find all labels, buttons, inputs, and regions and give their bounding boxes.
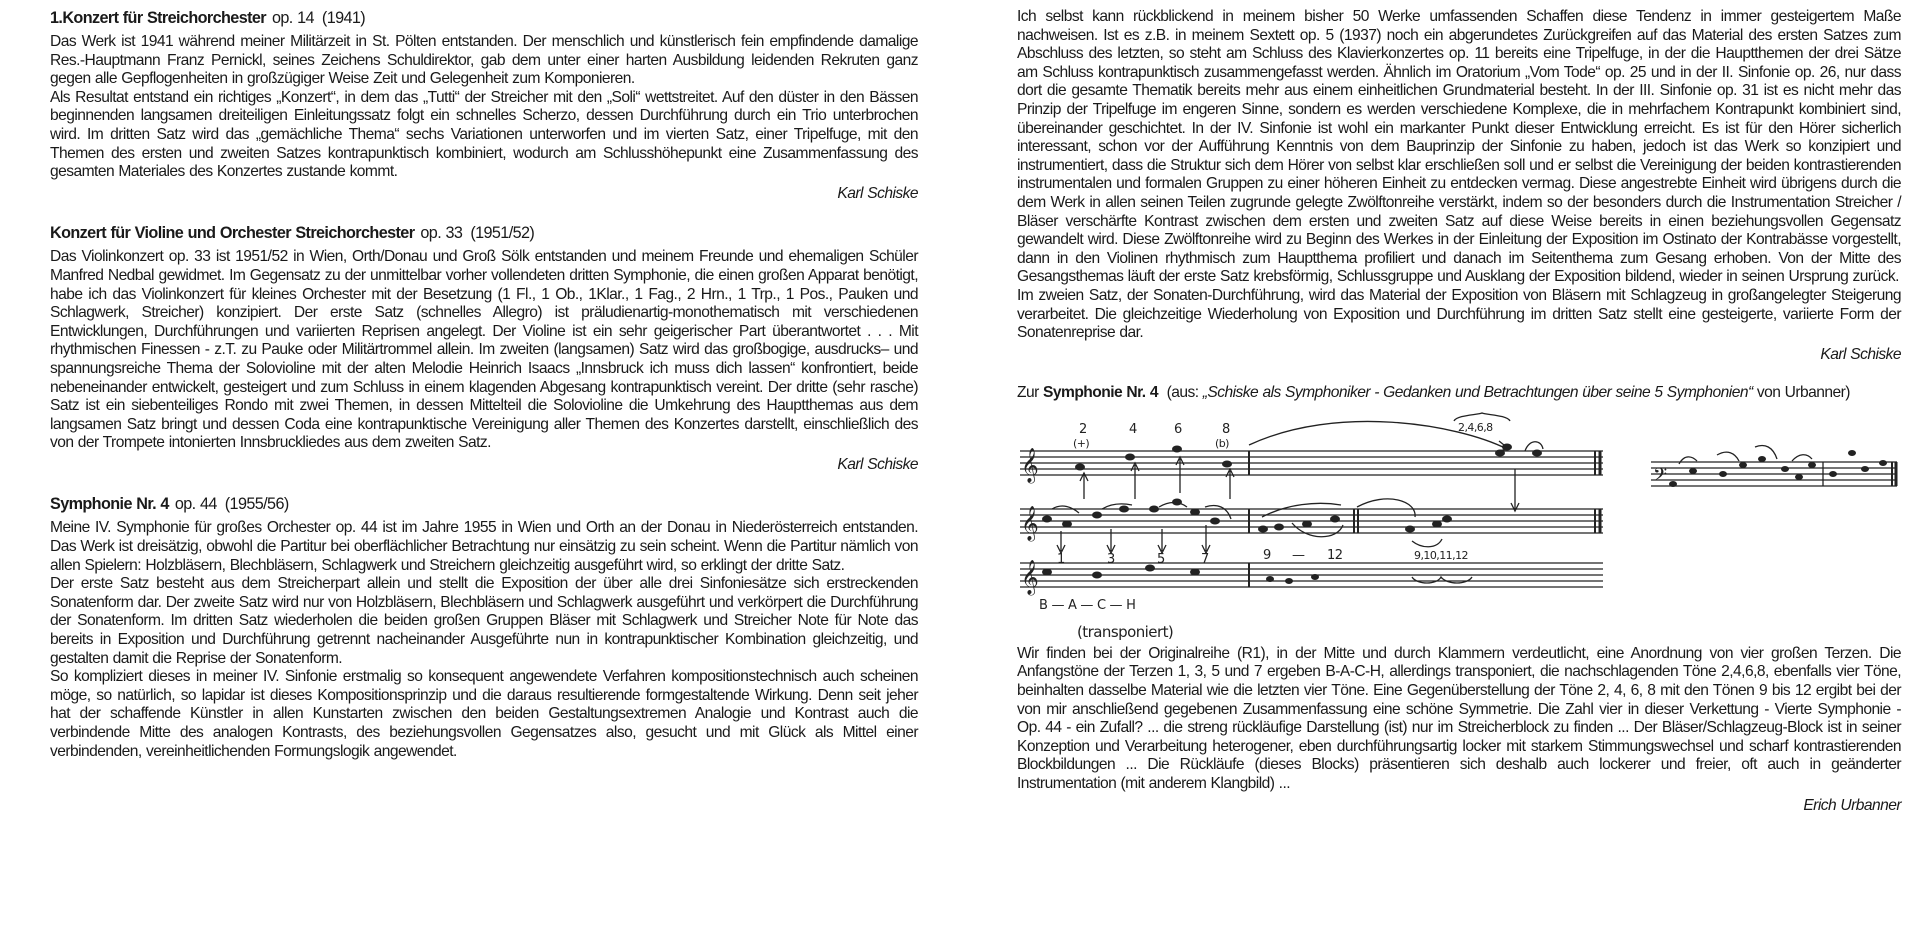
svg-text:4: 4	[1129, 421, 1137, 437]
intro-prefix: Zur	[1017, 384, 1039, 402]
analysis-intro	[1017, 384, 1901, 403]
paragraph: Als Resultat entstand ein richtiges „Konzert“, in dem das „Tutti“ der Streicher mit den „Soli“ wettstreitet. Auf den düster in den Bässen beginnenden langsamen dreiteiligen Einleitungssatz folgt ein schnelles Scherzo, dessen Durchführung durch ein Trio unterbrochen wird. Im dritten Satz wird das „gemächliche Thema“ sechs Variationen unterworfen und im vierten Satz, einer Tripelfuge, mit den Themen des ersten und zweiten Satzes kontrapunktisch kombiniert, wodurch am Schlusshöhepunkt eine Zusammenfassung des gesamten Materiales des Konzertes zustande kommt.	[50, 88, 918, 181]
intro-source-title: „Schiske als Symphoniker - Gedanken und Betrachtungen über seine 5 Symphonien“	[1202, 384, 1753, 402]
heading-opus: op. 33	[420, 224, 463, 243]
svg-text:2,4,6,8: 2,4,6,8	[1458, 420, 1493, 434]
signature: Karl Schiske	[837, 455, 918, 473]
section-heading	[50, 494, 918, 514]
signature: Erich Urbanner	[1803, 796, 1901, 814]
heading-opus: op. 14	[272, 9, 314, 27]
heading-year: (1941)	[321, 9, 366, 27]
paragraph: Der erste Satz besteht aus dem Streicherpart allein und stellt die Exposition der über alle drei Sinfoniesätze sich erstreckenden Sonatenform dar. Der zweite Satz wird nur von Holzbläsern, Blechbläsern und Schlagwerk ausgeführt und verkörpert die Durchführung der Sonatenform. Im dritten Satz wiederholen die beiden großen Gruppen Bläser mit Schlagwerk und Streicher Note für Note das bereits in Exposition und Durchführung getrennt nacheinander Ausgeführte nun in kontrapunktischer Kombination gleichzeitig, und gestalten damit die Reprise der Sonatenform.	[50, 575, 918, 667]
heading-year: (1951/52)	[470, 224, 535, 243]
spacer	[50, 474, 918, 494]
svg-text:9: 9	[1263, 547, 1271, 563]
section-violinkonzert	[50, 223, 918, 474]
heading-opus: op. 44	[174, 495, 217, 514]
section-analysis	[1017, 384, 1901, 815]
section-continuation	[1017, 8, 1901, 364]
treble-clef-icon: 𝄞	[1021, 559, 1039, 595]
svg-text:6: 6	[1174, 421, 1182, 437]
heading-year: (1955/56)	[224, 495, 289, 514]
paragraph: Im zweien Satz, der Sonaten-Durchführung, wird das Material der Exposition von Bläsern mit Schlagzeug in großangelegter Steigerung verarbeitet. Die gleichzeitige Wiederholung von Exposition und Durchführung im dritten Satz stellt eine gesteigerte, variierte Form der Sonatenreprise dar.	[1017, 286, 1901, 342]
svg-text:12: 12	[1327, 547, 1343, 563]
paragraph: So kompliziert dieses in meiner IV. Sinfonie erstmalig so konsequent angewendete Verfahren kompositionstechnisch auch scheinen möge, so natürlich, so lapidar ist dieses Kompositionsprinzip und die daraus resultierende formgestaltende Wirkung. Denn seit jeher hat der schaffende Künstler in allen Kunstarten zwischen den beiden Gestaltungsextremen Analogie und Kontrast auch die verbindende Mitte des analogen Kontrasts, des beziehungsvollen Gegensatzes also, gesucht und mit Glück als Mittel einer verbindenden, vereinheitlichenden Formungslogik angewendet.	[50, 668, 918, 760]
section-heading	[50, 8, 918, 28]
treble-clef-icon: 𝄞	[1021, 447, 1039, 483]
staff-right	[1651, 445, 1897, 486]
heading-title: Konzert für Violine und Orchester Streichorchester	[50, 224, 415, 243]
svg-text:—: —	[1292, 547, 1305, 563]
svg-text:8: 8	[1222, 421, 1230, 437]
svg-text:(transponiert): (transponiert)	[1077, 622, 1174, 641]
svg-text:(b): (b)	[1215, 436, 1229, 450]
paragraph: Ich selbst kann rückblickend in meinem bisher 50 Werke umfassenden Schaffen diese Tendenz in immer gesteigertem Maße nachweisen. Ist es z.B. in meinem Sextett op. 5 (1937) noch ein abgerundetes Zurückgreifen auf das Material des ersten Satzes zum Abschluss des letzten, so steht am Schluss des Klavierkonzertes op. 11 bereits eine Tripelfuge, in der die Hauptthemen der drei Sätze am Schluss kontrapunktisch zusammengefasst werden. Ähnlich im Oratorium „Vom Tode“ op. 25 und in der II. Sinfonie op. 26, nur dass dort die gesamte Thematik bereits mehr aus einem einheitlichen Grundmaterial besteht. In der III. Sinfonie op. 31 ist es nicht mehr das Prinzip der Tripelfuge im engeren Sinne, sondern es werden verschiedene Komplexe, die in mehrfachem Kontrapunkt kombiniert sind, übereinander geschichtet. In der IV. Sinfonie ist wohl ein markanter Punkt dieser Entwicklung erreicht. Es ist für den Hörer sicherlich interessant, schon vor der Aufführung Kenntnis von dem Bauprinzip der Sinfonie zu haben, jedoch ist das Werk so konzipiert und instrumentiert, dass die Struktur sich dem Hörer von selbst klar erschließen soll und er selbst die Vereinigung der beiden kontrastierenden instrumentalen und formalen Gruppen zu einer höheren Einheit zu entdecken vermag. Diese angestrebte Einheit wird übrigens durch die dem Werk in allen seinen Teilen zugrunde gelegte Zwölftonreihe verstärkt, indem so der besonders durch die Instrumentation Streicher / Bläser verschärfte Kontrast zwischen dem ersten und zweiten Satz auf diese Weise bereits in einen beziehungsvollen Gegensatz gewandelt wird. Diese Zwölftonreihe wird zu Beginn des Werkes in der Einleitung der Exposition im Ostinato der Kontrabässe vorgestellt, dann in den Violinen rhythmisch zum Hauptthema profiliert und danach im Seitenthema zum Gesang erhoben. Von der Mitte des Gesangsthemas läuft der erste Satz krebsförmig, Schlussgruppe und Ausklang der Exposition bildend, wieder in seinen Ursprung zurück.	[1017, 8, 1901, 286]
svg-text:9,10,11,12: 9,10,11,12	[1414, 548, 1468, 562]
paragraph: Wir finden bei der Originalreihe (R1), in der Mitte und durch Klammern verdeutlicht, eine Anordnung von vier großen Terzen. Die Anfangstöne der Terzen 1, 3, 5 und 7 ergeben B-A-C-H, allerdings transponiert, die nachschlagenden Töne 2,4,6,8, ebenfalls vier Töne, beinhalten dasselbe Material wie die letzten vier Töne. Eine Gegenüberstellung der Töne 2, 4, 6, 8 mit den Tönen 9 bis 12 ergibt bei der von mir anschließend gegebenen Zusammenfassung eine schöne Symmetrie. Die Zahl vier in dieser Verkettung - Vierte Symphonie - Op. 44 - ein Zufall? ... die streng rückläufige Darstellung (ist) nur im Streicherblock zu finden ... Der Bläser/Schlagzeug-Block ist in seiner Konzeption und Verarbeitung heterogener, eben durchführungsartig locker mit starkem Stimmungswechsel und scharf kontrastierenden Blockbildungen ... Die Rückläufe (dieses Blocks) präsentieren sich deshalb auch lockerer und freier, oft auch in geänderter Instrumentation (mit anderem Klangbild) ...	[1017, 644, 1901, 793]
heading-title: Symphonie Nr. 4	[50, 495, 169, 514]
svg-text:B — A — C — H: B — A — C — H	[1039, 597, 1136, 613]
spacer	[1017, 364, 1901, 384]
svg-text:1: 1	[1057, 551, 1065, 567]
heading-title: Konzert für Streichorchester	[62, 9, 266, 27]
heading-prefix: 1.	[50, 9, 63, 27]
paragraph: Das Violinkonzert op. 33 ist 1951/52 in Wien, Orth/Donau und Groß Sölk entstanden und meinem Freunde und ehemaligen Schüler Manfred Nedbal gewidmet. Im Gegensatz zu der unmittelbar vorher vollendeten dritten Symphonie, die einen großen Apparat benötigt, habe ich das Violinkonzert für kleines Orchester mit der Besetzung (1 Fl., 1 Ob., 1Klar., 1 Fag., 2 Hrn., 1 Trp., 1 Pos., Pauken und Schlagwerk, Streicher) konzipiert. Der erste Satz (schnelles Allegro) ist präludienartig-monothematisch mit verschiedenen Entwicklungen, Durchführungen und variierten Reprisen angelegt. Der Violine ist ein sehr geigerischer Part überantwortet . . . Mit rhythmischen Finessen - z.T. zu Pauke oder Militärtrommel allein. Im zweiten (langsamen) Satz wird das großbogige, ausdrucks– und spannungsreiche Thema der Solovioline mit der alten Melodie Heinrich Isaacs „Innsbruck ich muss dich lassen“ konfrontiert, beide nebeneinander entwickelt, gesteigert und zum Schluss in einem klagenden Abgesang kontrapunktisch vereint. Der dritte (sehr rasche) Satz ist ein siebenteiliges Rondo mit zwei Themen, in dessen Mittelteil die Solovioline die Umkehrung des Hauptthemas aus dem langsamen Satz bringt und dessen Coda eine kontrapunktische Vereinigung aller Themen des Konzertes darstellt, einschließlich des von der Trompete intonierten Innsbruckliedes aus dem zweiten Satz.	[50, 248, 918, 452]
right-column	[1017, 8, 1901, 815]
signature: Karl Schiske	[1820, 345, 1901, 363]
intro-source-open: (aus:	[1166, 384, 1199, 402]
music-example-score	[1017, 409, 1901, 645]
paragraph: Das Werk ist 1941 während meiner Militärzeit in St. Pölten entstanden. Der menschlich und künstlerisch fein empfindende damalige Res.-Hauptmann Franz Pernickl, seines Zeichens Schuldirektor, gab dem unter einer harten Ausbildung leidenden Rekruten ganz gegen alle Gepflogenheiten in großzügiger Weise Zeit und Gelegenheit zum Komponieren.	[50, 33, 918, 88]
svg-text:5: 5	[1157, 551, 1165, 567]
section-symphonie-4	[50, 494, 918, 761]
left-column	[50, 8, 918, 761]
svg-text:7: 7	[1201, 551, 1209, 567]
paragraph: Meine IV. Symphonie für großes Orchester op. 44 ist im Jahre 1955 in Wien und Orth an der Donau in Niederösterreich entstanden. Das Werk ist dreisätzig, obwohl die Partitur bei oberflächlicher Betrachtung nur einsätzig zu sein scheint. Wenn die Partitur nämlich von allen Spielern: Holzbläsern, Blechbläsern, Schlagwerk und Streichern gleichzeitig ausgeführt wird, so erklingt der dritte Satz.	[50, 519, 918, 574]
svg-text:(+): (+)	[1073, 436, 1090, 450]
bass-clef-icon: 𝄢	[1653, 464, 1667, 490]
staff-2	[1020, 509, 1603, 533]
intro-bold-title: Symphonie Nr. 4	[1043, 384, 1158, 402]
intro-source-close: von Urbanner)	[1756, 384, 1850, 402]
signature: Karl Schiske	[837, 184, 918, 202]
section-konzert-streichorchester	[50, 8, 918, 203]
svg-text:2: 2	[1079, 421, 1087, 437]
handwritten-score-image	[1017, 409, 1901, 645]
treble-clef-icon: 𝄞	[1021, 505, 1039, 541]
spacer	[50, 203, 918, 223]
section-heading	[50, 223, 918, 243]
svg-text:3: 3	[1107, 551, 1115, 567]
